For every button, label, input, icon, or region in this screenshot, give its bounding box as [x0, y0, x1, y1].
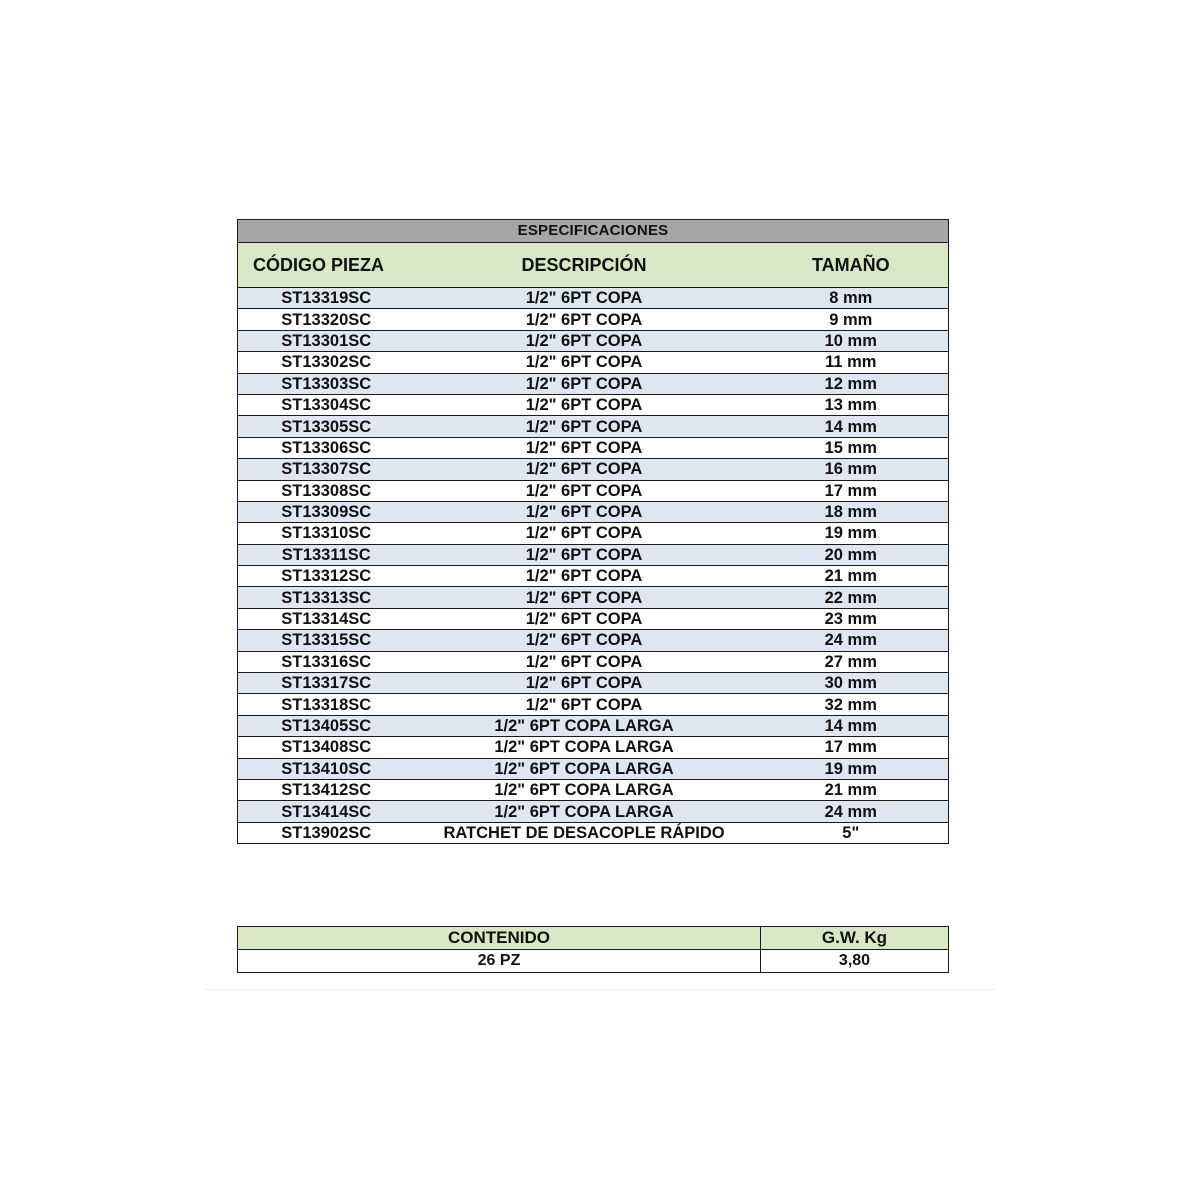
- table-row: [238, 459, 948, 480]
- row-size: 21 mm: [824, 781, 877, 800]
- row-description: 1/2" 6PT COPA: [525, 289, 643, 308]
- table-row: [238, 673, 948, 694]
- row-size: 30 mm: [824, 674, 877, 693]
- row-size: 23 mm: [824, 610, 877, 629]
- row-size: 32 mm: [824, 695, 877, 714]
- row-size: 24 mm: [824, 631, 877, 650]
- row-code: ST13312SC: [281, 567, 372, 586]
- divider: [205, 989, 995, 990]
- row-description: 1/2" 6PT COPA: [525, 610, 643, 629]
- contents-header-row: [238, 927, 948, 950]
- row-size: 14 mm: [824, 717, 877, 735]
- row-size: 18 mm: [824, 503, 877, 522]
- row-code: ST13316SC: [281, 652, 372, 671]
- row-size: 19 mm: [824, 524, 877, 543]
- row-size: 10 mm: [824, 331, 877, 350]
- row-code: ST13318SC: [281, 695, 372, 714]
- row-size: 14 mm: [824, 417, 877, 436]
- row-description: 1/2" 6PT COPA: [525, 588, 643, 607]
- row-description: 1/2" 6PT COPA LARGA: [494, 759, 674, 778]
- table-row: [238, 716, 948, 737]
- row-description: 1/2" 6PT COPA: [525, 417, 643, 436]
- row-code: ST13310SC: [281, 524, 372, 543]
- table-row: [238, 523, 948, 544]
- specifications-table: [237, 219, 949, 844]
- header-contents: CONTENIDO: [238, 927, 761, 949]
- row-description: 1/2" 6PT COPA: [525, 674, 643, 693]
- header-code: CÓDIGO PIEZA: [253, 254, 385, 275]
- row-code: ST13309SC: [281, 503, 372, 522]
- row-code: ST13302SC: [281, 353, 372, 372]
- row-description: 1/2" 6PT COPA: [525, 567, 643, 586]
- table-row: [238, 309, 948, 330]
- header-size: TAMAÑO: [811, 254, 890, 275]
- row-description: 1/2" 6PT COPA: [525, 396, 643, 415]
- row-size: 11 mm: [825, 353, 877, 372]
- header-description: DESCRIPCIÓN: [521, 254, 647, 275]
- contents-table: [237, 926, 949, 973]
- table-row: [238, 587, 948, 608]
- row-code: ST13320SC: [281, 310, 372, 329]
- row-size: 16 mm: [824, 460, 877, 479]
- row-description: 1/2" 6PT COPA: [525, 695, 643, 714]
- row-description: 1/2" 6PT COPA: [525, 503, 643, 522]
- row-code: ST13414SC: [281, 802, 372, 821]
- row-description: RATCHET DE DESACOPLE RÁPIDO: [443, 823, 725, 842]
- row-size: 19 mm: [824, 759, 877, 778]
- row-size: 9 mm: [829, 310, 873, 329]
- row-code: ST13315SC: [281, 631, 372, 650]
- row-code: ST13317SC: [281, 674, 372, 693]
- table-row: [238, 481, 948, 502]
- table-row: [238, 801, 948, 822]
- table-row: [238, 694, 948, 715]
- row-description: 1/2" 6PT COPA: [525, 481, 643, 500]
- row-code: ST13305SC: [281, 417, 372, 436]
- row-size: 24 mm: [824, 802, 877, 821]
- row-code: ST13902SC: [281, 823, 372, 842]
- row-description: 1/2" 6PT COPA: [525, 374, 643, 393]
- table-row: [238, 352, 948, 373]
- table-row: [238, 331, 948, 352]
- table-row: [238, 609, 948, 630]
- row-code: ST13314SC: [281, 610, 372, 629]
- specifications-rows: [238, 288, 948, 843]
- row-code: ST13311SC: [281, 545, 371, 564]
- table-row: [238, 566, 948, 587]
- table-row: [238, 780, 948, 801]
- row-code: ST13308SC: [281, 481, 372, 500]
- row-description: 1/2" 6PT COPA: [525, 353, 643, 372]
- row-code: ST13307SC: [281, 460, 372, 479]
- table-row: [238, 416, 948, 437]
- row-code: ST13313SC: [281, 588, 372, 607]
- specifications-header-row: [238, 243, 948, 288]
- table-row: [238, 630, 948, 651]
- row-code: ST13408SC: [281, 738, 372, 757]
- row-code: ST13405SC: [281, 717, 372, 735]
- table-row: [238, 374, 948, 395]
- row-size: 13 mm: [824, 396, 877, 415]
- row-size: 27 mm: [824, 652, 877, 671]
- row-description: 1/2" 6PT COPA: [525, 631, 643, 650]
- row-size: 8 mm: [829, 289, 873, 308]
- row-description: 1/2" 6PT COPA: [525, 652, 643, 671]
- table-row: [238, 502, 948, 523]
- row-description: 1/2" 6PT COPA LARGA: [494, 802, 674, 821]
- row-description: 1/2" 6PT COPA LARGA: [494, 781, 674, 800]
- row-size: 17 mm: [824, 481, 877, 500]
- specifications-title: ESPECIFICACIONES: [238, 220, 948, 243]
- row-size: 15 mm: [824, 438, 877, 457]
- row-description: 1/2" 6PT COPA LARGA: [494, 717, 674, 735]
- table-row: [238, 395, 948, 416]
- row-size: 5": [842, 823, 860, 842]
- table-row: [238, 288, 948, 309]
- row-code: ST13410SC: [281, 759, 372, 778]
- row-description: 1/2" 6PT COPA: [525, 524, 643, 543]
- table-row: [238, 823, 948, 843]
- contents-value: 26 PZ: [238, 950, 761, 972]
- row-code: ST13301SC: [281, 331, 372, 350]
- row-description: 1/2" 6PT COPA: [525, 310, 643, 329]
- row-description: 1/2" 6PT COPA: [525, 438, 643, 457]
- row-description: 1/2" 6PT COPA: [525, 545, 643, 564]
- table-row: [238, 737, 948, 758]
- table-row: [238, 759, 948, 780]
- header-weight: G.W. Kg: [821, 928, 888, 947]
- table-row: [238, 652, 948, 673]
- row-description: 1/2" 6PT COPA: [525, 331, 643, 350]
- contents-value-row: [238, 950, 948, 972]
- table-row: [238, 545, 948, 566]
- table-row: [238, 438, 948, 459]
- weight-value: 3,80: [838, 952, 871, 969]
- row-size: 21 mm: [824, 567, 877, 586]
- row-size: 12 mm: [824, 374, 877, 393]
- row-size: 20 mm: [824, 545, 877, 564]
- row-description: 1/2" 6PT COPA: [525, 460, 643, 479]
- row-code: ST13412SC: [281, 781, 372, 800]
- row-code: ST13306SC: [281, 438, 372, 457]
- row-size: 17 mm: [824, 738, 877, 757]
- row-code: ST13304SC: [281, 396, 372, 415]
- row-code: ST13303SC: [281, 374, 372, 393]
- row-description: 1/2" 6PT COPA LARGA: [494, 738, 674, 757]
- row-size: 22 mm: [824, 588, 877, 607]
- row-code: ST13319SC: [281, 289, 372, 308]
